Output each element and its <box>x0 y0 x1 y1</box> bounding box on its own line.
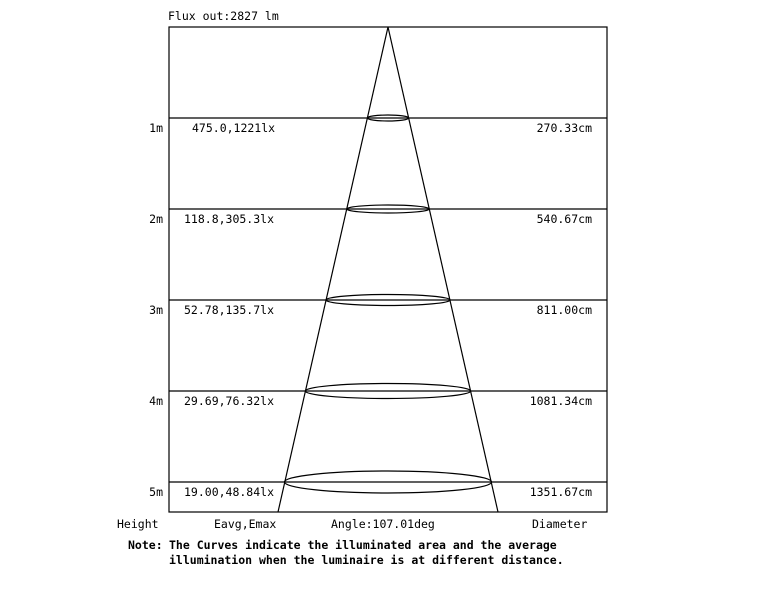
illuminance-label: 118.8,305.3lx <box>184 212 275 226</box>
distance-rows <box>149 115 607 499</box>
note-line-1: The Curves indicate the illuminated area and the average <box>169 538 557 552</box>
beam-angle-label: Angle:107.01deg <box>331 517 435 531</box>
diameter-header: Diameter <box>532 517 588 531</box>
height-header: Height <box>117 517 159 531</box>
diameter-label: 540.67cm <box>536 212 592 226</box>
beam-edge-left <box>278 27 388 512</box>
beam-edge-right <box>388 27 498 512</box>
height-label: 1m <box>149 121 163 135</box>
eavg-emax-header: Eavg,Emax <box>214 517 277 531</box>
diameter-label: 811.00cm <box>536 303 592 317</box>
note-line-2: illumination when the luminaire is at different distance. <box>169 553 564 567</box>
height-label: 2m <box>149 212 163 226</box>
diagram-frame <box>169 27 607 512</box>
diameter-label: 1081.34cm <box>529 394 592 408</box>
height-label: 5m <box>149 485 163 499</box>
illuminance-label: 29.69,76.32lx <box>184 394 275 408</box>
height-label: 4m <box>149 394 163 408</box>
height-label: 3m <box>149 303 163 317</box>
diameter-label: 270.33cm <box>536 121 592 135</box>
illuminance-label: 19.00,48.84lx <box>184 485 275 499</box>
illuminance-label: 475.0,1221lx <box>192 121 276 135</box>
diameter-label: 1351.67cm <box>529 485 592 499</box>
note-prefix: Note: <box>128 538 163 552</box>
flux-label: Flux out:2827 lm <box>168 9 279 23</box>
illuminance-label: 52.78,135.7lx <box>184 303 275 317</box>
